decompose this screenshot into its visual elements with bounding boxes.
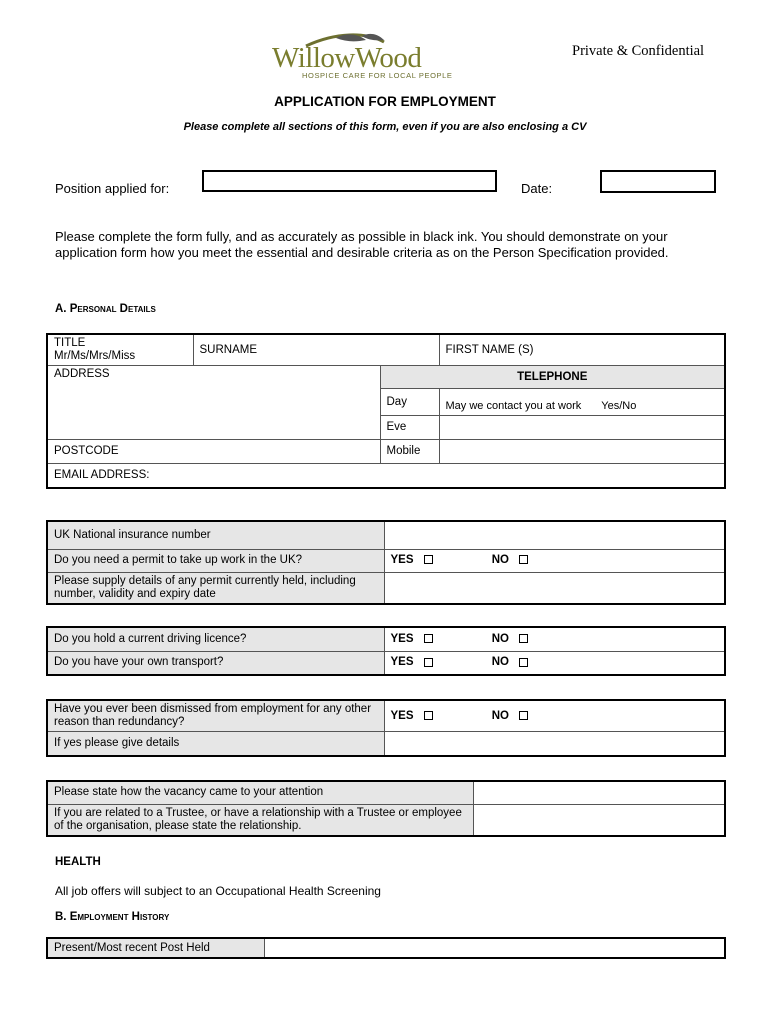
logo-wordmark: WillowWood (272, 42, 422, 74)
date-label: Date: (521, 181, 553, 196)
personal-details-table (46, 333, 726, 489)
contact-at-work-label: May we contact you at work (445, 399, 582, 412)
vacancy-source-input[interactable] (473, 781, 725, 804)
eve-phone-cell[interactable] (439, 416, 725, 440)
permit-needed-answer (384, 549, 725, 572)
no-label: NO (491, 632, 509, 645)
transport-yes-checkbox[interactable] (424, 658, 433, 667)
dismissed-no-checkbox[interactable] (519, 711, 528, 720)
yes-label: YES (390, 656, 414, 669)
dismissal-details-input[interactable] (384, 732, 725, 756)
vacancy-questions-table (46, 780, 726, 837)
licence-yes-checkbox[interactable] (424, 634, 433, 643)
surname-cell[interactable] (193, 334, 439, 366)
email-label: EMAIL ADDRESS: (54, 468, 150, 481)
dismissal-questions-table (46, 699, 726, 757)
no-label: NO (491, 709, 509, 722)
confidential-label: Private & Confidential (572, 43, 705, 59)
health-screening-text: All job offers will subject to an Occupational Health Screening (55, 884, 381, 898)
dismissed-answer (384, 700, 725, 732)
postcode-cell[interactable] (47, 440, 380, 464)
permit-no-checkbox[interactable] (519, 555, 528, 564)
transport-no-checkbox[interactable] (519, 658, 528, 667)
surname-label: SURNAME (199, 343, 258, 356)
section-b-heading: B. Employment History (55, 911, 170, 923)
section-a-heading: A. Personal Details (55, 303, 156, 315)
permit-needed-label: Do you need a permit to take up work in the UK? (47, 549, 384, 572)
permit-questions-table (46, 520, 726, 605)
trustee-relationship-label: If you are related to a Trustee, or have a relationship with a Trustee or employee of the organisation, please state the relationship. (47, 804, 473, 836)
ni-number-label: UK National insurance number (47, 521, 384, 549)
page-title: APPLICATION FOR EMPLOYMENT (274, 94, 496, 109)
address-label: ADDRESS (54, 368, 110, 380)
yes-label: YES (390, 709, 414, 722)
mobile-phone-cell[interactable] (439, 440, 725, 464)
transport-questions-table (46, 626, 726, 676)
recent-post-input[interactable] (264, 938, 725, 958)
mobile-label: Mobile (380, 440, 439, 464)
position-label: Position applied for: (55, 181, 170, 196)
driving-licence-label: Do you hold a current driving licence? (47, 627, 384, 651)
postcode-label: POSTCODE (54, 445, 119, 457)
address-cell[interactable] (47, 366, 380, 440)
dismissal-details-label: If yes please give details (47, 732, 384, 756)
no-label: NO (491, 656, 509, 669)
trustee-relationship-input[interactable] (473, 804, 725, 836)
permit-details-input[interactable] (384, 572, 725, 604)
first-name-label: FIRST NAME (S) (445, 343, 534, 356)
recent-post-label: Present/Most recent Post Held (47, 938, 264, 958)
title-label: TITLE Mr/Ms/Mrs/Miss (54, 337, 136, 362)
permit-yes-checkbox[interactable] (424, 555, 433, 564)
title-cell[interactable] (47, 334, 193, 366)
employment-history-table (46, 937, 726, 959)
day-label: Day (380, 389, 439, 416)
day-phone-cell[interactable] (439, 389, 725, 416)
licence-no-checkbox[interactable] (519, 634, 528, 643)
position-input[interactable] (202, 170, 497, 192)
first-name-cell[interactable] (439, 334, 725, 366)
eve-label: Eve (380, 416, 439, 440)
yes-no-label[interactable]: Yes/No (601, 399, 637, 412)
ni-number-input[interactable] (384, 521, 725, 549)
dismissed-label: Have you ever been dismissed from employment for any other reason than redundancy? (47, 700, 384, 732)
no-label: NO (491, 554, 509, 566)
own-transport-answer (384, 651, 725, 675)
logo-tagline: HOSPICE CARE FOR LOCAL PEOPLE (302, 71, 453, 80)
yes-label: YES (390, 632, 414, 645)
vacancy-source-label: Please state how the vacancy came to your attention (47, 781, 473, 804)
own-transport-label: Do you have your own transport? (47, 651, 384, 675)
date-input[interactable] (600, 170, 716, 193)
dismissed-yes-checkbox[interactable] (424, 711, 433, 720)
permit-details-label: Please supply details of any permit currently held, including number, validity and expiry date (47, 572, 384, 604)
health-heading: HEALTH (55, 856, 101, 868)
driving-licence-answer (384, 627, 725, 651)
instructions-paragraph: Please complete the form fully, and as accurately as possible in black ink. You should demonstrate on your application form how you meet the essential and desirable criteria as on the Person Specification provided. (55, 229, 669, 260)
yes-label: YES (390, 554, 414, 566)
telephone-header: TELEPHONE (380, 366, 725, 389)
email-cell[interactable] (47, 464, 725, 488)
page-subtitle: Please complete all sections of this form, even if you are also enclosing a CV (183, 121, 587, 133)
willow-wood-logo (266, 30, 466, 86)
